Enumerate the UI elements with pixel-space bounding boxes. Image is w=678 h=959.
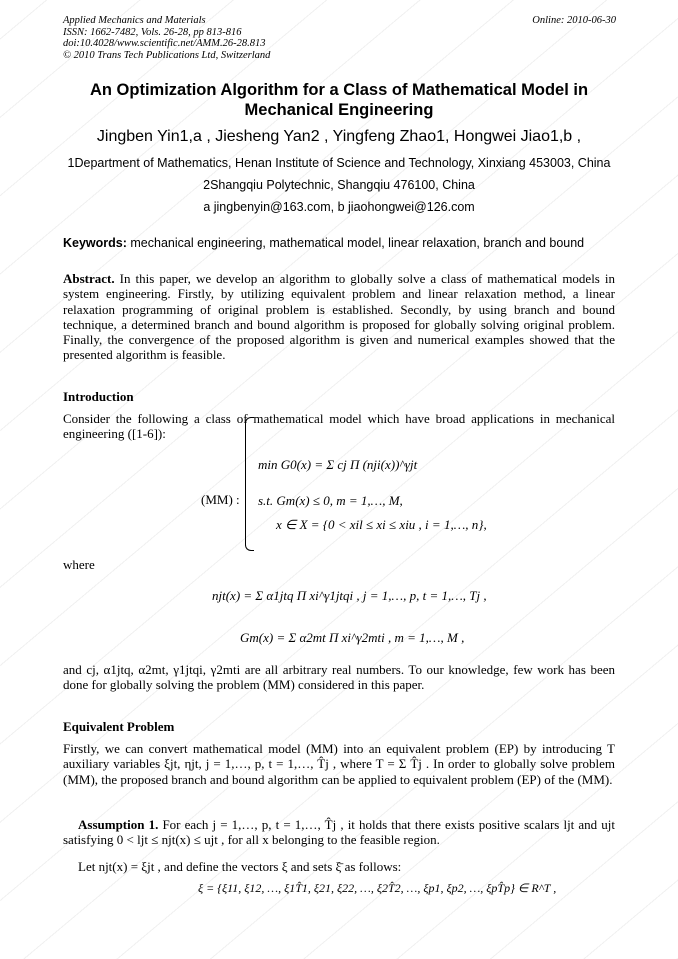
paper-title [40, 80, 638, 120]
assumption-label: Assumption 1. [78, 817, 159, 832]
section-heading-equivalent-problem: Equivalent Problem [63, 719, 175, 734]
online-date: Online: 2010-06-30 [532, 15, 616, 26]
abstract-text: In this paper, we develop an algorithm to globally solve a class of mathematical models in system engineering. Firstly, by utilizing equivalent problem and linear relaxation method, a linear relaxation programming of original problem is established. Secondly, by using branch and bound technique, a determined branch and bound algorithm is proposed for globally solving original problem. Finally, the convergence of the proposed algorithm is given and numerical examples showed that the presented algorithm is feasible. [63, 271, 615, 363]
mm-constraint: s.t. Gm(x) ≤ 0, m = 1,…, M, [258, 493, 403, 508]
title-line-2: Mechanical Engineering [244, 101, 434, 119]
section-heading-introduction: Introduction [63, 389, 134, 404]
assumption-1 [63, 817, 615, 848]
mm-objective: min G0(x) = Σ cj Π (nji(x))^γjt [258, 457, 418, 472]
equivalent-paragraph: Firstly, we can convert mathematical model (MM) into an equivalent problem (EP) by introducing T auxiliary variables ξjt, ηjt, j = 1,…, p, t = 1,…, T̂j , where T = Σ T̂j . In order to globally solve problem (MM), the proposed branch and bound algorithm can be applied to equivalent problem (EP) of the (MM). [63, 741, 615, 787]
coefficients-paragraph: and cj, α1jtq, α2mt, γ1jtqi, γ2mti are all arbitrary real numbers. To our knowledge, few work has been done for globally solving the problem (MM) considered in this paper. [63, 662, 615, 693]
let-paragraph: Let njt(x) = ξjt , and define the vectors ξ and sets ξ̄ as follows: [78, 859, 402, 874]
journal-copyright: © 2010 Trans Tech Publications Ltd, Switzerland [63, 49, 271, 61]
affiliation-1: 1Department of Mathematics, Henan Institute of Science and Technology, Xinxiang 453003, China [67, 156, 611, 170]
where-text: where [63, 557, 95, 572]
journal-issn: ISSN: 1662-7482, Vols. 26-28, pp 813-816 [63, 26, 242, 38]
assumption-text: For each j = 1,…, p, t = 1,…, T̂j , it holds that there exists positive scalars ljt and ujt satisfying 0 < ljt ≤ njt(x) ≤ ujt , for all x belonging to the feasible region. [63, 817, 615, 848]
journal-name: Applied Mechanics and Materials [63, 15, 206, 26]
author-list: Jingben Yin1,a , Jiesheng Yan2 , Yingfeng Zhao1, Hongwei Jiao1,b , [96, 128, 582, 145]
keywords-text: mechanical engineering, mathematical model, linear relaxation, branch and bound [130, 236, 585, 250]
equation-brace [245, 417, 254, 551]
xi-definition: ξ = {ξ11, ξ12, …, ξ1T̂1, ξ21, ξ22, …, ξ2T̂2, …, ξp1, ξp2, …, ξpT̂p} ∈ R^T , [198, 881, 557, 895]
intro-paragraph: Consider the following a class of mathematical model which have broad applications in mechanical engineering ([1-6]): [63, 411, 615, 442]
equation-n: njt(x) = Σ α1jtq Π xi^γ1jtqi , j = 1,…, p, t = 1,…, Tj , [212, 588, 487, 603]
affiliation-2: 2Shangqiu Polytechnic, Shangqiu 476100, China [203, 178, 475, 192]
mm-label: (MM) : [201, 492, 240, 507]
journal-header [63, 15, 270, 61]
mm-domain: x ∈ X = {0 < xil ≤ xi ≤ xiu , i = 1,…, n}, [276, 517, 487, 532]
author-emails: a jingbenyin@163.com, b jiaohongwei@126.com [203, 200, 475, 214]
keywords [63, 236, 623, 250]
title-line-1: An Optimization Algorithm for a Class of Mathematical Model in [89, 81, 589, 99]
keywords-label: Keywords: [63, 236, 127, 250]
abstract [63, 271, 615, 363]
equation-g: Gm(x) = Σ α2mt Π xi^γ2mti , m = 1,…, M , [240, 630, 465, 645]
abstract-label: Abstract. [63, 271, 115, 286]
journal-doi: doi:10.4028/www.scientific.net/AMM.26-28.813 [63, 38, 266, 49]
